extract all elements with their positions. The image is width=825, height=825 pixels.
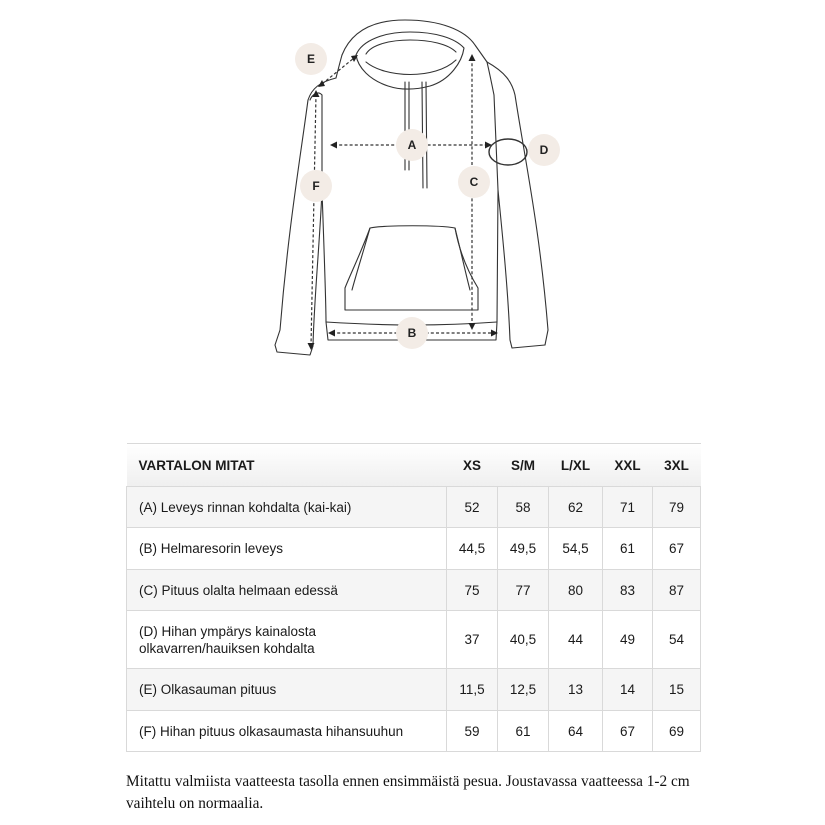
cell-value: 77 <box>498 570 549 611</box>
cell-value: 67 <box>653 528 701 570</box>
cell-value: 13 <box>549 669 603 711</box>
svg-text:A: A <box>407 138 417 152</box>
table-row <box>127 669 701 711</box>
cell-value: 75 <box>447 570 498 611</box>
row-label: (C) Pituus olalta helmaan edessä <box>127 570 447 611</box>
cell-value: 49,5 <box>498 528 549 570</box>
table-title: VARTALON MITAT <box>127 444 447 487</box>
cell-value: 62 <box>549 487 603 528</box>
svg-text:B: B <box>407 326 417 340</box>
table-row <box>127 487 701 528</box>
label-c <box>458 166 490 198</box>
cell-value: 44 <box>549 611 603 669</box>
size-header: XS <box>447 444 498 487</box>
measure-d-ellipse <box>489 139 527 165</box>
size-header: S/M <box>498 444 549 487</box>
cell-value: 15 <box>653 669 701 711</box>
svg-text:C: C <box>469 175 479 189</box>
cell-value: 40,5 <box>498 611 549 669</box>
cell-value: 37 <box>447 611 498 669</box>
cell-value: 54,5 <box>549 528 603 570</box>
table-row <box>127 711 701 752</box>
row-label-line: olkavarren/hauiksen kohdalta <box>139 640 315 656</box>
cell-value: 54 <box>653 611 701 669</box>
svg-text:E: E <box>306 52 316 66</box>
row-label-line: (D) Hihan ympärys kainalosta <box>139 623 317 639</box>
row-label: (B) Helmaresorin leveys <box>127 528 447 570</box>
size-table <box>126 443 701 752</box>
label-a <box>396 129 428 161</box>
cell-value: 58 <box>498 487 549 528</box>
measurement-note: Mitattu valmiista vaatteesta tasolla ennen ensimmäistä pesua. Joustavassa vaatteessa 1-2 cm vaihtelu on normaalia. <box>126 773 690 812</box>
cell-value: 44,5 <box>447 528 498 570</box>
cell-value: 12,5 <box>498 669 549 711</box>
label-d <box>528 134 560 166</box>
cell-value: 79 <box>653 487 701 528</box>
measure-f-line <box>308 90 320 350</box>
cell-value: 83 <box>603 570 653 611</box>
cell-value: 59 <box>447 711 498 752</box>
cell-value: 61 <box>603 528 653 570</box>
cell-value: 87 <box>653 570 701 611</box>
cell-value: 61 <box>498 711 549 752</box>
row-label: (A) Leveys rinnan kohdalta (kai-kai) <box>127 487 447 528</box>
label-f <box>300 170 332 202</box>
cell-value: 11,5 <box>447 669 498 711</box>
row-label <box>127 611 447 669</box>
cell-value: 71 <box>603 487 653 528</box>
table-row <box>127 570 701 611</box>
size-header: 3XL <box>653 444 701 487</box>
cell-value: 64 <box>549 711 603 752</box>
row-label: (E) Olkasauman pituus <box>127 669 447 711</box>
svg-text:F: F <box>312 179 320 193</box>
table-row <box>127 528 701 570</box>
svg-text:D: D <box>539 143 549 157</box>
row-label: (F) Hihan pituus olkasaumasta hihansuuhun <box>127 711 447 752</box>
cell-value: 69 <box>653 711 701 752</box>
size-header: XXL <box>603 444 653 487</box>
cell-value: 52 <box>447 487 498 528</box>
size-header: L/XL <box>549 444 603 487</box>
cell-value: 14 <box>603 669 653 711</box>
label-b <box>396 317 428 349</box>
cell-value: 67 <box>603 711 653 752</box>
table-row <box>127 611 701 669</box>
label-e <box>295 43 327 75</box>
cell-value: 80 <box>549 570 603 611</box>
table-header-row <box>127 444 701 487</box>
cell-value: 49 <box>603 611 653 669</box>
